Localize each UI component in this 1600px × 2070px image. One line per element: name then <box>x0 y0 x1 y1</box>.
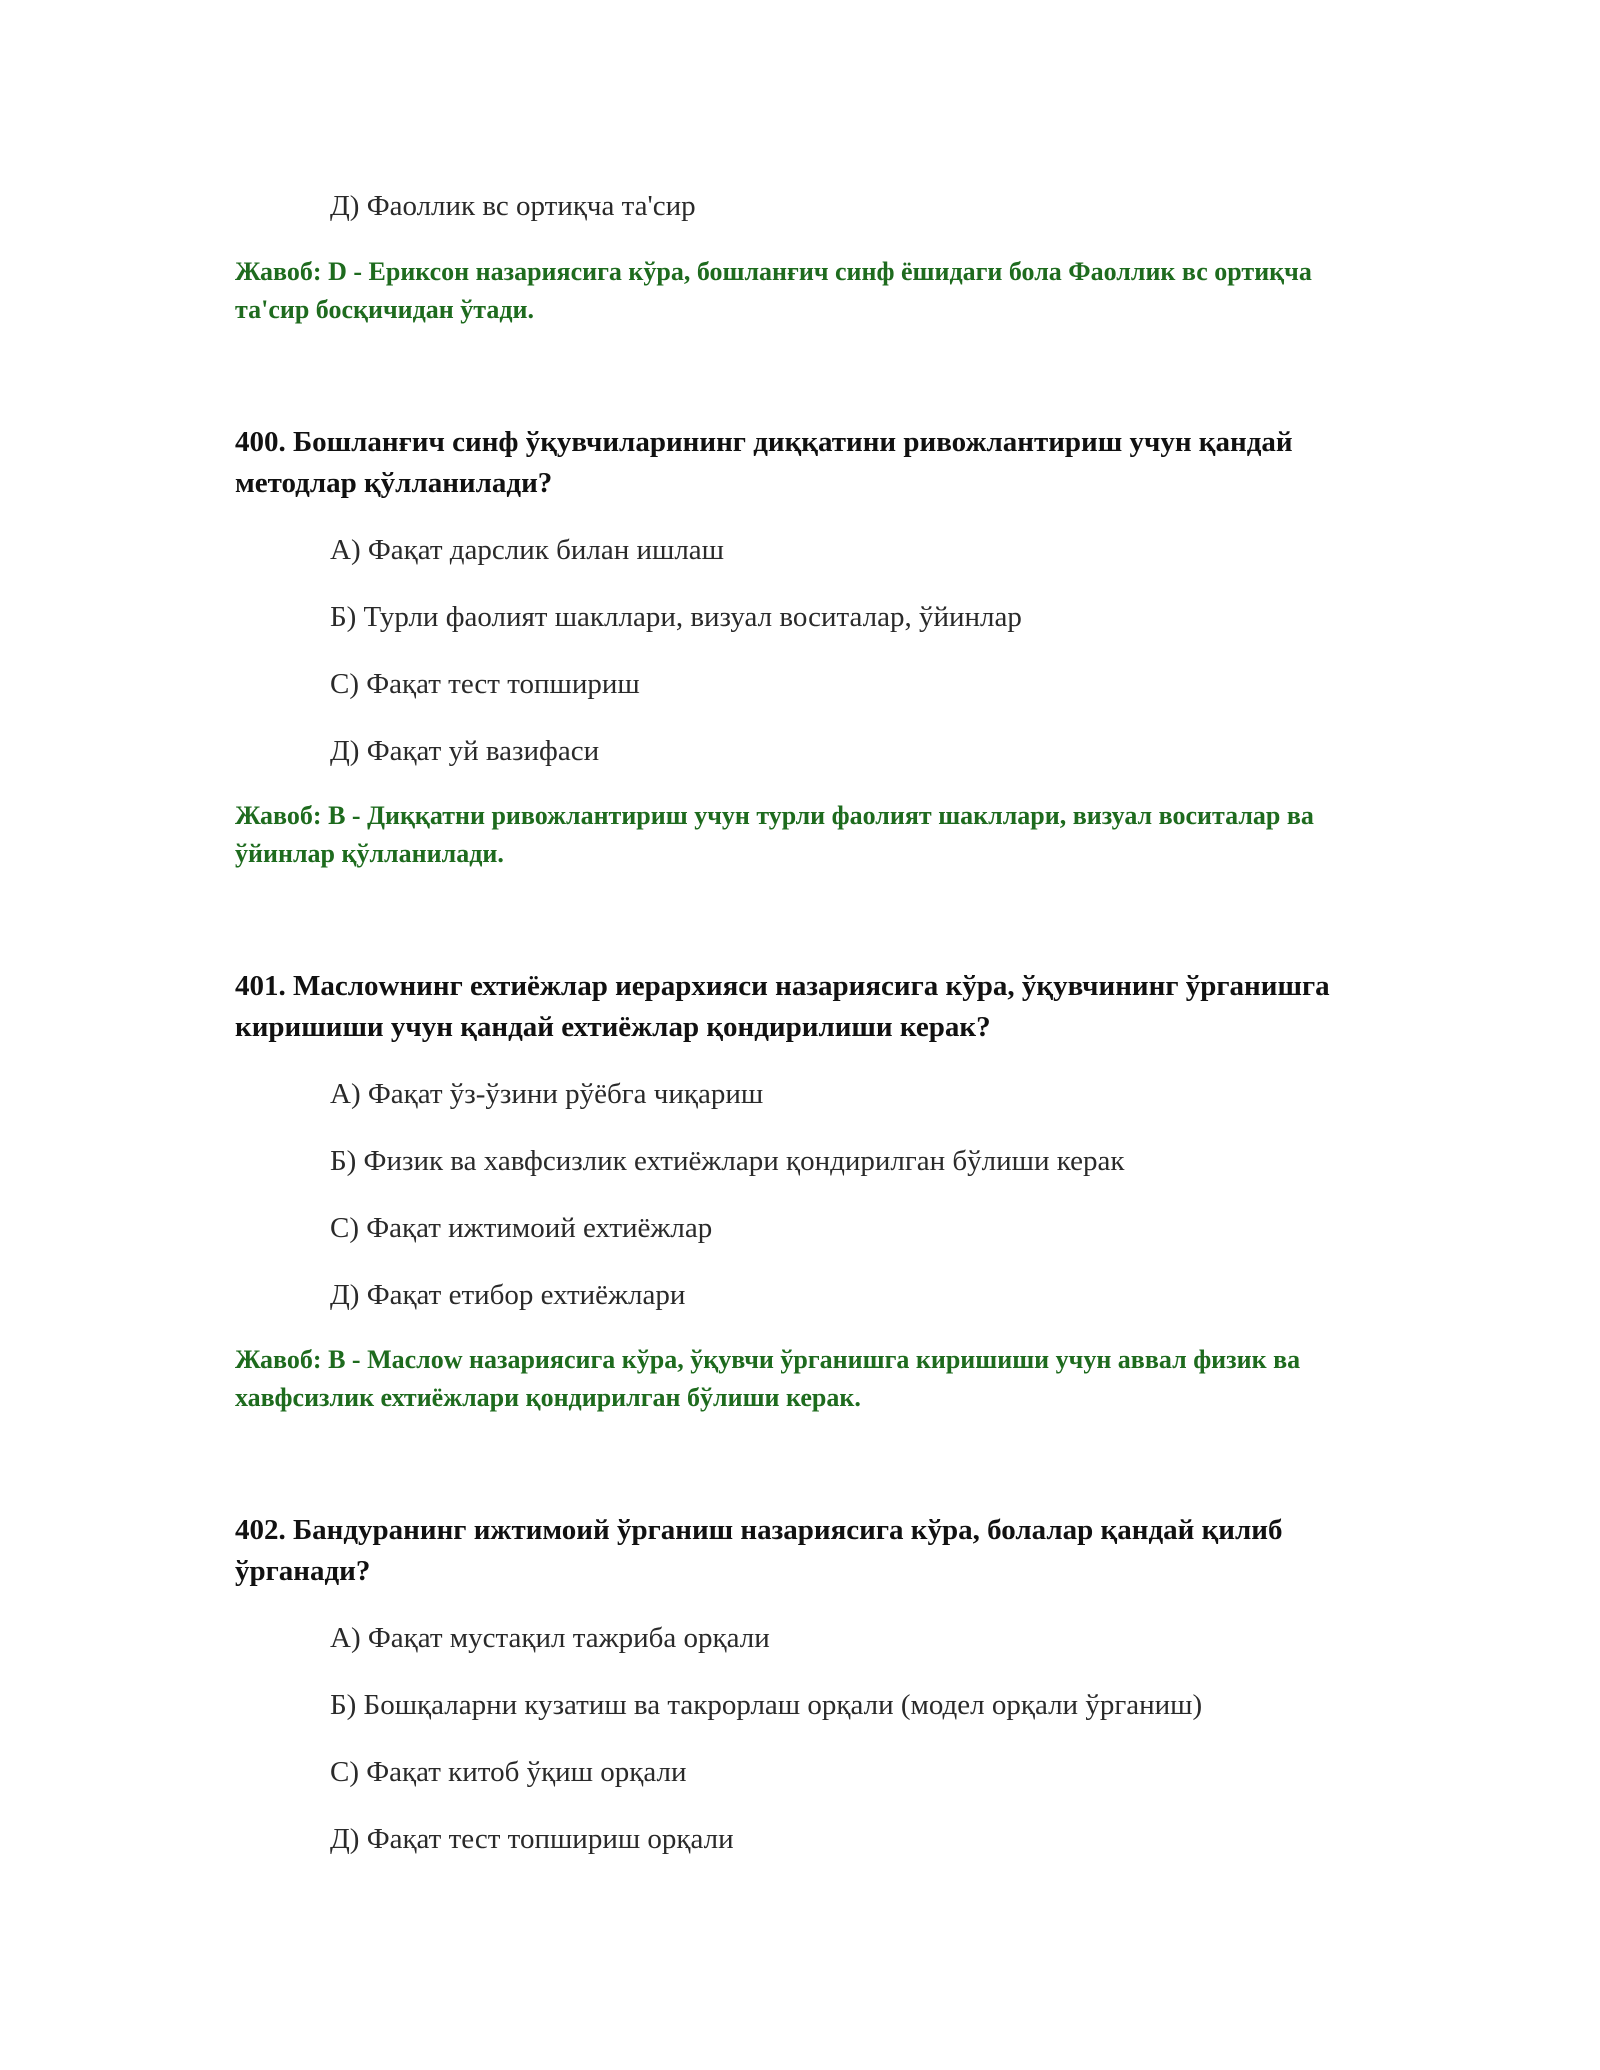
option-d: Д) Фақат уй вазифаси <box>330 735 600 767</box>
answer-text: Жавоб: B - Маслоw назариясига кўра, ўқувчи ўрганишга киришиши учун аввал физик ва хавфсизлик ехтиёжлари қондирилган бўлиши керак. <box>235 1345 1301 1412</box>
option-c: С) Фақат тест топшириш <box>330 668 640 700</box>
option-d: Д) Фаоллик вс ортиқча та'сир <box>330 190 696 222</box>
option-c: С) Фақат ижтимоий ехтиёжлар <box>330 1212 713 1244</box>
option-a: А) Фақат ўз-ўзини рўёбга чиқариш <box>330 1078 764 1110</box>
question-400: 400. Бошланғич синф ўқувчиларининг диққатини ривожлантириш учун қандай методлар қўлланилади? <box>235 426 1293 499</box>
option-b: Б) Физик ва хавфсизлик ехтиёжлари қондирилган бўлиши керак <box>330 1145 1125 1177</box>
option-a: А) Фақат мустақил тажриба орқали <box>330 1622 770 1654</box>
answer-text: Жавоб: B - Диққатни ривожлантириш учун турли фаолият шакллари, визуал воситалар ва ўйинлар қўлланилади. <box>235 801 1314 868</box>
option-b: Б) Турли фаолият шакллари, визуал воситалар, ўйинлар <box>330 601 1022 633</box>
option-b: Б) Бошқаларни кузатиш ва такрорлаш орқали (модел орқали ўрганиш) <box>330 1689 1203 1721</box>
option-d: Д) Фақат тест топшириш орқали <box>330 1823 734 1855</box>
option-d: Д) Фақат етибор ехтиёжлари <box>330 1279 686 1311</box>
option-a: А) Фақат дарслик билан ишлаш <box>330 534 725 566</box>
question-402: 402. Бандуранинг ижтимоий ўрганиш назариясига кўра, болалар қандай қилиб ўрганади? <box>235 1514 1283 1587</box>
option-c: С) Фақат китоб ўқиш орқали <box>330 1756 687 1788</box>
answer-text: Жавоб: D - Ериксон назариясига кўра, бошланғич синф ёшидаги бола Фаоллик вс ортиқча та'сир босқичидан ўтади. <box>235 257 1312 324</box>
question-401: 401. Маслоwнинг ехтиёжлар иерархияси назариясига кўра, ўқувчининг ўрганишга киришиши учун қандай ехтиёжлар қондирилиши керак? <box>235 970 1330 1043</box>
